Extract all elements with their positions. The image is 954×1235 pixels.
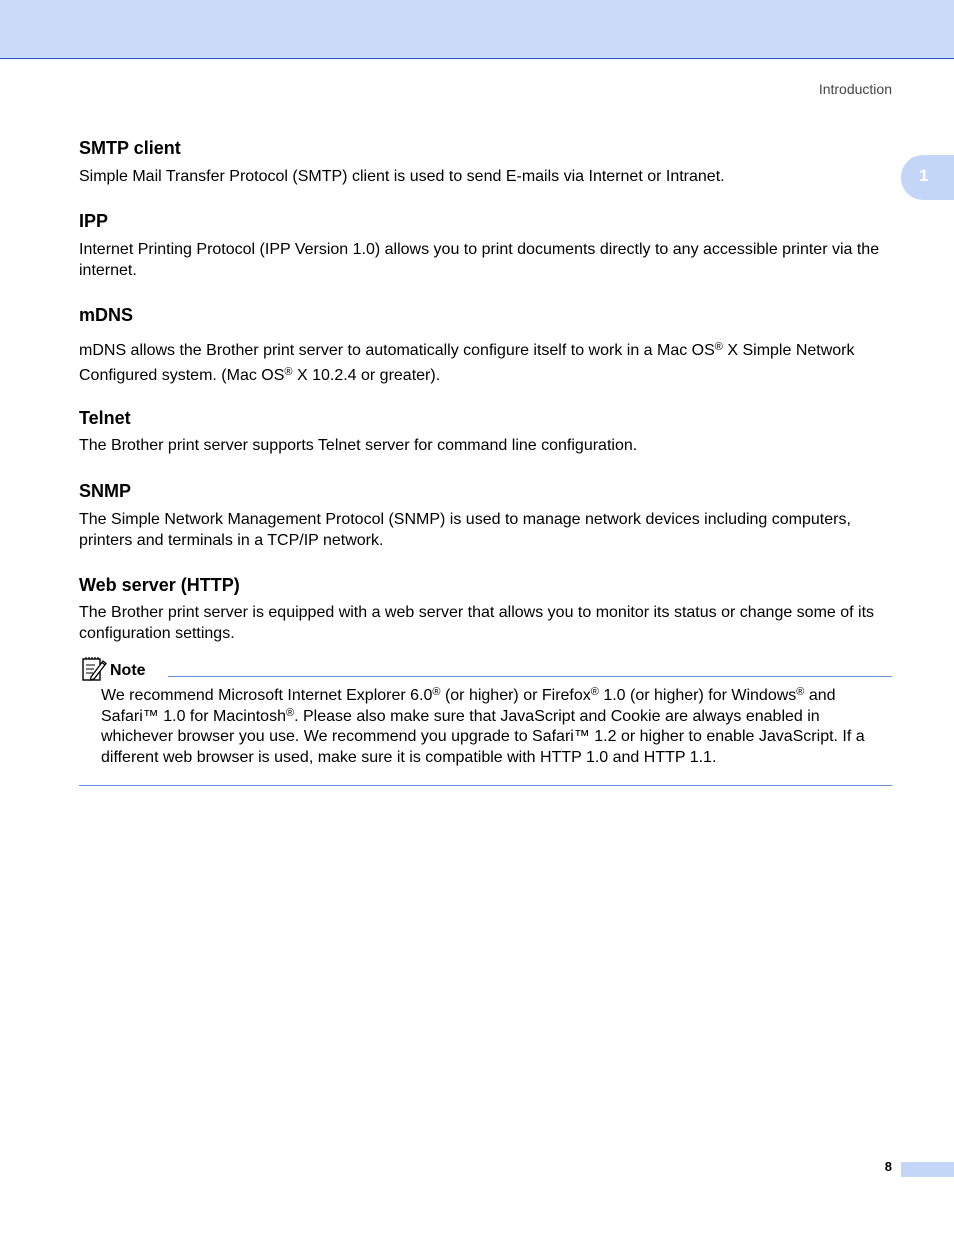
section-title-smtp: SMTP client — [79, 138, 181, 158]
top-header-band — [0, 0, 954, 59]
note-top-rule — [168, 676, 892, 677]
note-pencil-icon — [81, 656, 107, 682]
note-bottom-rule — [79, 785, 892, 786]
page-number: 8 — [884, 1159, 892, 1174]
running-head: Introduction — [818, 81, 892, 97]
section-body-smtp: Simple Mail Transfer Protocol (SMTP) client is used to send E-mails via Internet or Intranet. — [79, 168, 725, 185]
registered-mark: ® — [796, 686, 805, 698]
registered-mark: ® — [432, 686, 441, 698]
section-title-telnet: Telnet — [79, 408, 131, 428]
note-label: Note — [110, 662, 146, 679]
chapter-tab: 1 — [901, 155, 954, 200]
section-body-telnet: The Brother print server supports Telnet server for command line configuration. — [79, 437, 638, 454]
registered-mark: ® — [590, 686, 599, 698]
section-title-ipp: IPP — [79, 211, 109, 231]
registered-mark: ® — [714, 341, 723, 353]
section-body-mdns: mDNS allows the Brother print server to automatically configure itself to work in a Mac OS® X Simple Network Configured system. (Mac OS® X 10.2.4 or greater). — [79, 341, 855, 384]
section-title-mdns: mDNS — [79, 305, 134, 325]
registered-mark: ® — [285, 706, 295, 719]
note-header — [79, 656, 892, 682]
section-body-web-server: The Brother print server is equipped with a web server that allows you to monitor its status or change some of its configuration settings. — [79, 604, 875, 642]
registered-mark: ® — [284, 366, 293, 378]
section-title-snmp: SNMP — [79, 481, 132, 501]
section-title-web-server: Web server (HTTP) — [79, 575, 240, 595]
note-body: We recommend Microsoft Internet Explorer 6.0® (or higher) or Firefox® 1.0 (or higher) for Windows® and Safari™ 1.0 for Macintosh®. Please also make sure that JavaScript and Cookie are always enabled in whichever browser you use. We recommend you upgrade to Safari™ 1.2 or higher to enable JavaScript. If a different web browser is used, make sure it is compatible with HTTP 1.0 and HTTP 1.1. — [101, 686, 865, 766]
section-body-ipp: Internet Printing Protocol (IPP Version 1.0) allows you to print documents directly to any accessible printer via the internet. — [79, 241, 880, 279]
section-body-snmp: The Simple Network Management Protocol (SNMP) is used to manage network devices including computers, printers and terminals in a TCP/IP network. — [79, 511, 851, 549]
footer-tab-bar — [901, 1162, 954, 1177]
